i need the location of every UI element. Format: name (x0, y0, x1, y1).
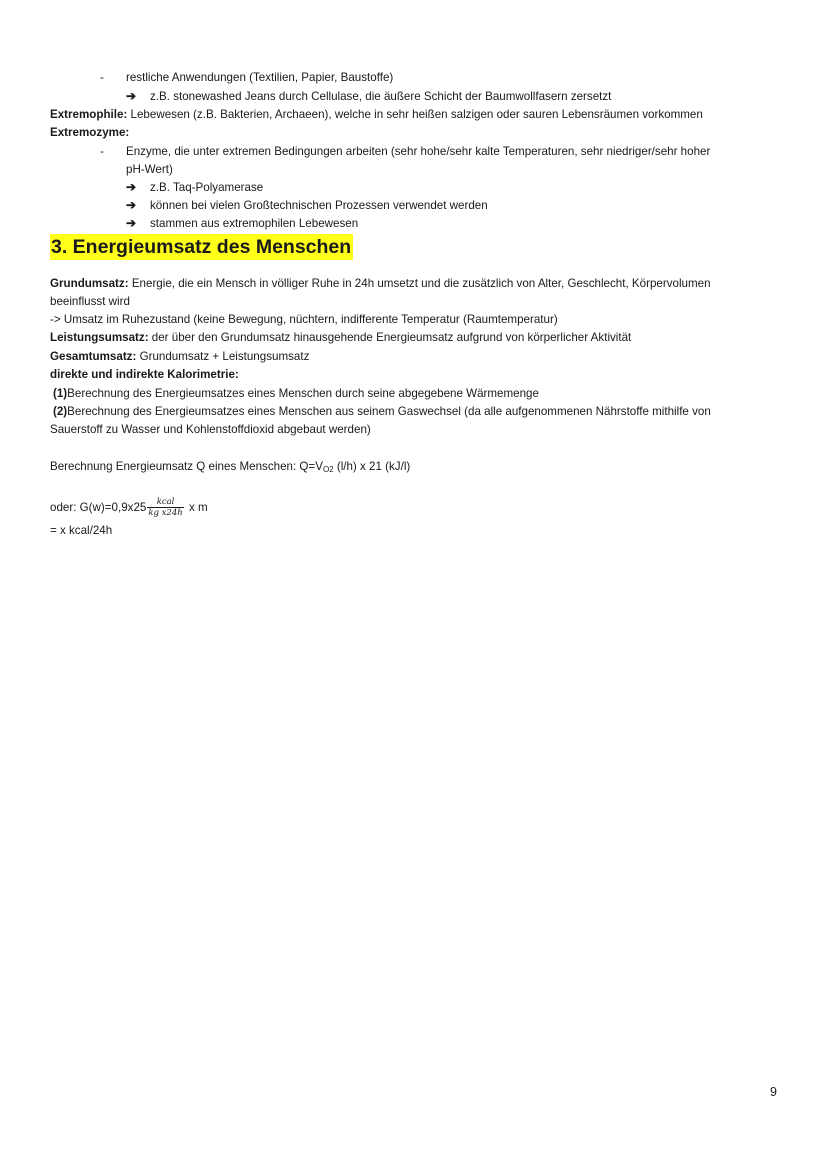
fraction-numerator: kcal (147, 497, 183, 508)
kalorimetrie-item-2-line2: Sauerstoff zu Wasser und Kohlenstoffdioxid abgebaut werden) (50, 423, 371, 436)
list-item-rest: restliche Anwendungen (Textilien, Papier, Baustoffe) (126, 71, 394, 84)
definition-grundumsatz (50, 276, 711, 291)
arrow-item-3: stammen aus extremophilen Lebewesen (150, 217, 359, 230)
term-extremozyme: Extremozyme: (50, 126, 130, 139)
arrow-icon: ➔ (126, 216, 137, 230)
arrow-icon: ➔ (126, 89, 137, 103)
formula-g-pre: oder: G(w)=0,9x25 (50, 501, 147, 514)
definition-gesamtumsatz (50, 349, 309, 364)
kalorimetrie-item-1 (53, 386, 539, 401)
arrow-item-1: z.B. Taq-Polyamerase (150, 181, 264, 194)
formula-q-pre: Berechnung Energieumsatz Q eines Menschen: Q=V (50, 460, 323, 473)
formula-result: = x kcal/24h (50, 524, 113, 537)
term-extremophile: Extremophile: (50, 108, 128, 121)
bullet-dash: - (100, 145, 104, 158)
term-grundumsatz: Grundumsatz: (50, 277, 129, 290)
ruhe-line: -> Umsatz im Ruhezustand (keine Bewegung, nüchtern, indifferente Temperatur (Raumtemperatur) (50, 313, 558, 326)
def-extremophile: Lebewesen (z.B. Bakterien, Archaeen), welche in sehr heißen salzigen oder sauren Lebensräumen vorkommen (127, 108, 703, 121)
page-number: 9 (770, 1085, 777, 1099)
def-gesamtumsatz: Grundumsatz + Leistungsumsatz (136, 350, 310, 363)
formula-grundumsatz (50, 497, 208, 519)
fraction (147, 497, 183, 518)
arrow-icon: ➔ (126, 180, 137, 194)
def-leistungsumsatz: der über den Grundumsatz hinausgehende Energieumsatz aufgrund von körperlicher Aktivität (148, 331, 632, 344)
definition-extremophile (50, 107, 703, 122)
arrow-icon: ➔ (126, 198, 137, 212)
def-extremozyme-line2: pH-Wert) (126, 163, 173, 176)
item-text: Berechnung des Energieumsatzes eines Menschen durch seine abgegebene Wärmemenge (67, 387, 539, 400)
item-number: (2) (53, 405, 68, 418)
def-grundumsatz-line2: beeinflusst wird (50, 295, 130, 308)
fraction-denominator: kg x24h (148, 508, 183, 519)
formula-q (50, 459, 410, 477)
arrow-item-2: können bei vielen Großtechnischen Prozessen verwendet werden (150, 199, 488, 212)
term-leistungsumsatz: Leistungsumsatz: (50, 331, 149, 344)
kalorimetrie-item-2 (53, 404, 711, 419)
section-heading: 3. Energieumsatz des Menschen (51, 236, 352, 258)
bullet-dash: - (100, 71, 104, 84)
formula-g-post: x m (185, 501, 208, 514)
term-gesamtumsatz: Gesamtumsatz: (50, 350, 137, 363)
kalorimetrie-title: direkte und indirekte Kalorimetrie: (50, 368, 239, 381)
def-grundumsatz-line1: Energie, die ein Mensch in völliger Ruhe in 24h umsetzt und die zusätzlich von Alter, Geschlecht, Körpervolumen (128, 277, 711, 290)
list-item-rest-example: z.B. stonewashed Jeans durch Cellulase, die äußere Schicht der Baumwollfasern zersetzt (150, 90, 612, 103)
item-text: Berechnung des Energieumsatzes eines Menschen aus seinem Gaswechsel (da alle aufgenommenen Nährstoffe mithilfe von (67, 405, 711, 418)
formula-q-subscript: O2 (322, 465, 334, 474)
def-extremozyme-line1: Enzyme, die unter extremen Bedingungen arbeiten (sehr hohe/sehr kalte Temperaturen, sehr niedriger/sehr hoher (126, 145, 711, 158)
item-number: (1) (53, 387, 68, 400)
definition-leistungsumsatz (50, 330, 631, 345)
formula-q-post: (l/h) x 21 (kJ/l) (333, 460, 411, 473)
